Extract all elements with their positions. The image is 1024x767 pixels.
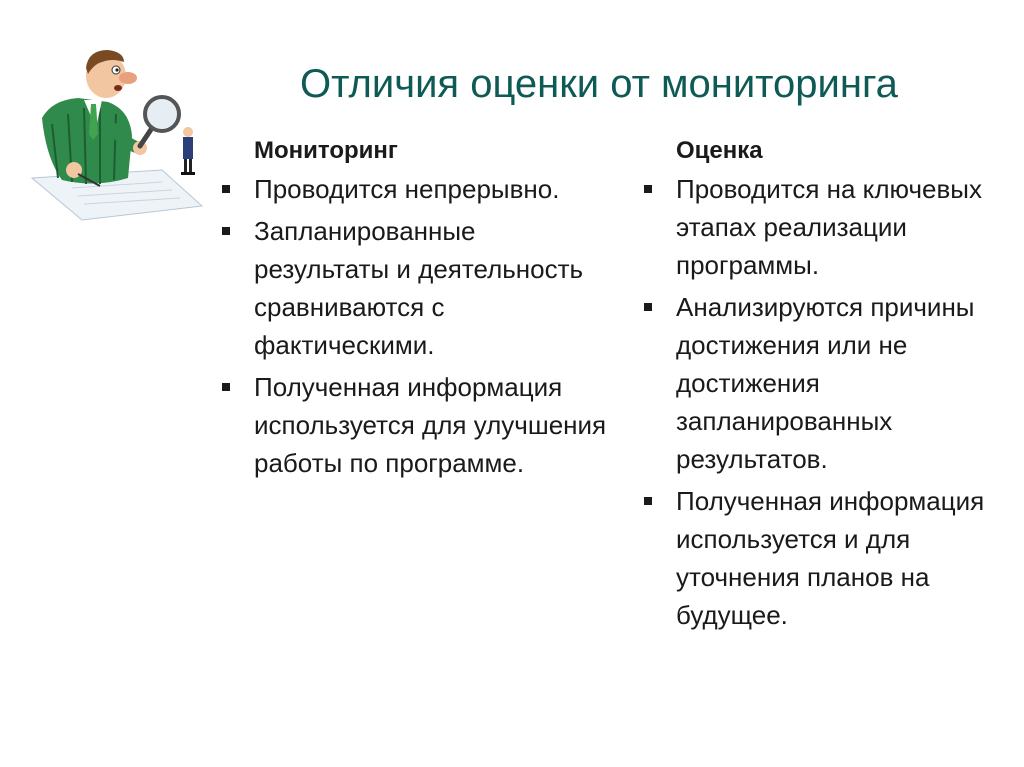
list-item bbox=[634, 482, 1014, 634]
list-item-text: Анализируются причины достижения или не достижения запланированных результатов. bbox=[676, 292, 975, 474]
square-bullet-icon bbox=[222, 383, 230, 391]
bullet-list bbox=[212, 170, 612, 482]
list-item bbox=[634, 288, 1014, 478]
list-item-text: Полученная информация используется и для уточнения планов на будущее. bbox=[676, 486, 985, 630]
list-item-text: Проводится на ключевых этапах реализации программы. bbox=[676, 174, 982, 280]
list-item bbox=[212, 212, 612, 364]
evaluation-column bbox=[634, 132, 1014, 638]
slide-title: Отличия оценки от мониторинга bbox=[300, 62, 898, 106]
square-bullet-icon bbox=[644, 185, 652, 193]
monitoring-column bbox=[212, 132, 612, 486]
square-bullet-icon bbox=[644, 303, 652, 311]
square-bullet-icon bbox=[222, 227, 230, 235]
list-item bbox=[212, 368, 612, 482]
column-heading: Мониторинг bbox=[254, 137, 398, 164]
list-item bbox=[634, 170, 1014, 284]
list-item-text: Полученная информация используется для улучшения работы по программе. bbox=[254, 372, 607, 478]
square-bullet-icon bbox=[644, 497, 652, 505]
square-bullet-icon bbox=[222, 185, 230, 193]
list-item-text: Проводится непрерывно. bbox=[254, 174, 560, 204]
column-heading: Оценка bbox=[676, 137, 763, 164]
bullet-list bbox=[634, 170, 1014, 634]
businessman-magnifying-glass-icon bbox=[12, 28, 222, 224]
list-item bbox=[212, 170, 612, 208]
list-item-text: Запланированные результаты и деятельность сравниваются с фактическими. bbox=[254, 216, 584, 360]
